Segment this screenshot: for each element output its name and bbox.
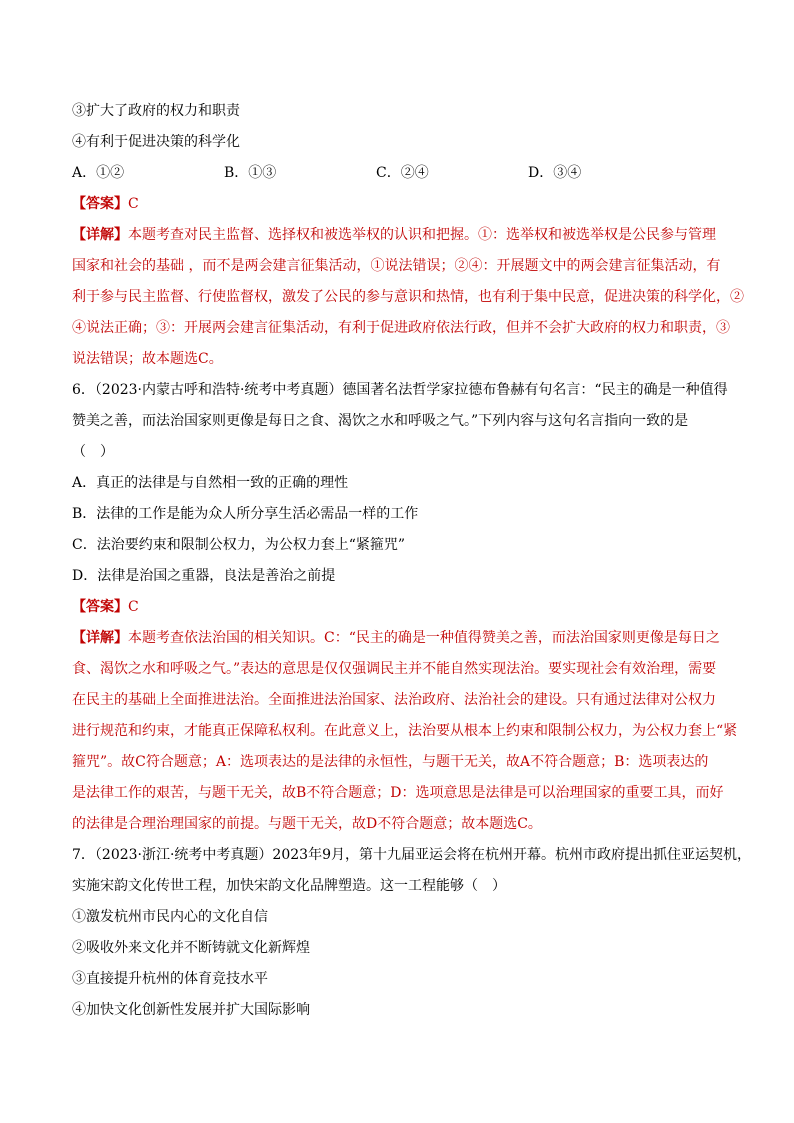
- option-b: B．①③: [224, 165, 277, 181]
- answer: [72, 592, 722, 623]
- prev-answer: [72, 189, 722, 220]
- explain-line: 在民主的基础上全面推进法治。全面推进法治国家、法治政府、法治社会的建设。只有通过法律对公权力: [72, 692, 716, 708]
- answer-tag: 【答案】: [72, 599, 128, 615]
- prev-explanation: [72, 220, 744, 375]
- explain-line: 国家和社会的基础 ，而不是两会建言征集活动，①说法错误；②④：开展题文中的两会建言征集活动，有: [72, 258, 721, 274]
- explain-line: 进行规范和约束，才能真正保障私权利。在此意义上，法治要从根本上约束和限制公权力，为公权力套上“紧: [72, 723, 738, 739]
- explain-line: 箍咒”。故C符合题意；A：选项表达的是法律的永恒性，与题干无关，故A不符合题意；B：选项表达的: [72, 754, 709, 770]
- option-d: D．法律是治国之重器，良法是善治之前提: [72, 568, 336, 584]
- question-stem-line: 实施宋韵文化传世工程，加快宋韵文化品牌塑造。这一工程能够（ ）: [72, 878, 506, 894]
- answer-value: C: [128, 599, 139, 615]
- explain-line: 食、渴饮之水和呼吸之气。”表达的意思是仅仅强调民主并不能自然实现法治。要实现社会有效治理，需要: [72, 661, 717, 677]
- prev-item-3: ③扩大了政府的权力和职责: [72, 103, 240, 119]
- explain-tag: 【详解】: [72, 630, 128, 646]
- question-6: [72, 375, 738, 840]
- question-item: ①激发杭州市民内心的文化自信: [72, 909, 268, 925]
- question-7: [72, 840, 751, 1026]
- prev-item-4: ④有利于促进决策的科学化: [72, 134, 240, 150]
- option-d: D．③④: [528, 165, 582, 181]
- document-page: [72, 96, 751, 1026]
- answer-value: C: [128, 196, 139, 212]
- option-a: A．真正的法律是与自然相一致的正确的理性: [72, 475, 349, 491]
- explain-line: 【详解】本题考查对民主监督、选择权和被选举权的认识和把握。①：选举权和被选举权是公民参与管理: [72, 227, 716, 243]
- explain-line: 说法错误；故本题选C。: [72, 351, 223, 367]
- explanation: [72, 623, 738, 840]
- explain-line: 【详解】本题考查依法治国的相关知识。C：“民主的确是一种值得赞美之善，而法治国家则更像是每日之: [72, 630, 720, 646]
- explain-line: ④说法正确；③：开展两会建言征集活动，有利于促进政府依法行政，但并不会扩大政府的权力和职责，③: [72, 320, 730, 336]
- question-stem-line: 7．（2023·浙江·统考中考真题）2023年9月，第十九届亚运会将在杭州开幕。杭州市政府提出抓住亚运契机，: [72, 847, 751, 863]
- explain-line: 是法律工作的艰苦，与题干无关，故B不符合题意；D：选项意思是法律是可以治理国家的重要工具，而好: [72, 785, 724, 801]
- option-c: C．②④: [376, 165, 429, 181]
- option-a: A．①②: [72, 165, 125, 181]
- question-item: ③直接提升杭州的体育竞技水平: [72, 971, 268, 987]
- explain-line: 的法律是合理治理国家的前提。与题干无关，故D不符合题意；故本题选C。: [72, 816, 542, 832]
- question-stem-line: （ ）: [72, 444, 114, 460]
- question-item: ②吸收外来文化并不断铸就文化新辉煌: [72, 940, 310, 956]
- option-b: B．法律的工作是能为众人所分享生活必需品一样的工作: [72, 506, 419, 522]
- question-stem-line: 赞美之善，而法治国家则更像是每日之食、渴饮之水和呼吸之气。”下列内容与这句名言指向一致的是: [72, 413, 689, 429]
- question-stem-line: 6．（2023·内蒙古呼和浩特·统考中考真题）德国著名法哲学家拉德布鲁赫有句名言：“民主的确是一种值得: [72, 382, 728, 398]
- prev-options: [72, 158, 722, 189]
- question-item: ④加快文化创新性发展并扩大国际影响: [72, 1002, 310, 1018]
- explain-line: 利于参与民主监督、行使监督权，激发了公民的参与意识和热情，也有利于集中民意，促进决策的科学化，②: [72, 289, 744, 305]
- option-c: C．法治要约束和限制公权力，为公权力套上“紧箍咒”: [72, 537, 406, 553]
- explain-tag: 【详解】: [72, 227, 128, 243]
- answer-tag: 【答案】: [72, 196, 128, 212]
